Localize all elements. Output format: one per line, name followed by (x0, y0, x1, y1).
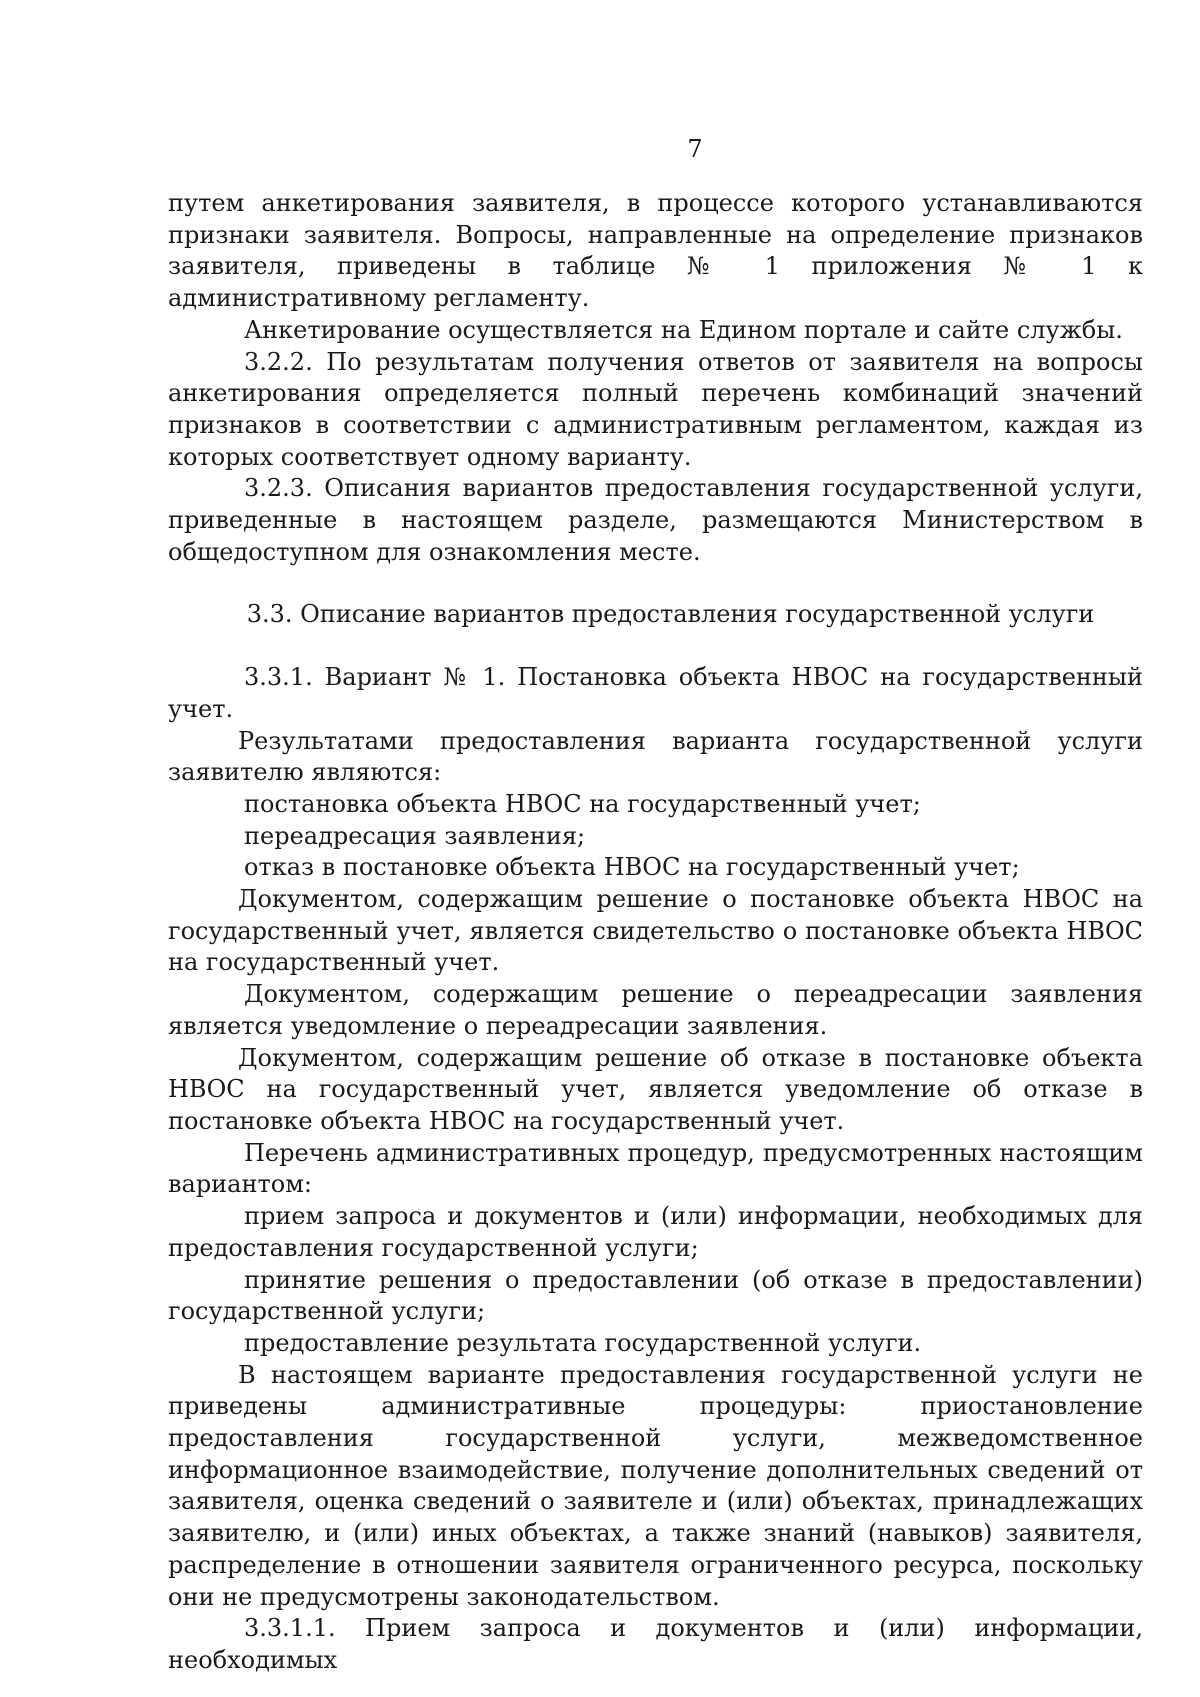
paragraph-3-2-2: 3.2.2. По результатам получения ответов от заявителя на вопросы анкетирования определяется полный перечень комбинаций значений признаков в соответствии с административным регламентом, каждая из которых соответствует одному варианту. (168, 347, 1143, 471)
list-item-procedure-decision: принятие решения о предоставлении (об отказе в предоставлении) государственной услуги; (168, 1265, 1143, 1326)
paragraph-questionnaire-portal: Анкетирование осуществляется на Едином портале и сайте службы. (244, 315, 1123, 344)
paragraph-document-readdress: Документом, содержащим решение о переадресации заявления является уведомление о переадресации заявления. (168, 980, 1143, 1040)
paragraph-3-2-3: 3.2.3. Описания вариантов предоставления государственной услуги, приведенные в настоящем разделе, размещаются Министерством в общедоступном для ознакомления месте. (168, 474, 1143, 566)
paragraph-3-3-1-1: 3.3.1.1. Прием запроса и документов и (или) информации, необходимых (168, 1614, 1143, 1674)
paragraph-3-3-1: 3.3.1. Вариант № 1. Постановка объекта НВОС на государственный учет. (168, 663, 1143, 723)
list-item-procedure-intake: прием запроса и документов и (или) информации, необходимых для предоставления государственной услуги; (168, 1202, 1143, 1262)
page-number: 7 (687, 135, 703, 163)
list-item-procedure-result: предоставление результата государственной услуги. (244, 1328, 922, 1357)
section-heading-3-3: 3.3. Описание вариантов предоставления государственной услуги (246, 600, 1095, 629)
paragraph-procedures-intro: Перечень административных процедур, предусмотренных настоящим вариантом: (168, 1138, 1143, 1199)
paragraph-questionnaire-continuation: путем анкетирования заявителя, в процессе которого устанавливаются признаки заявителя. Вопросы, направленные на определение признаков заявителя, приведены в таблице № 1 приложения № 1 к административному регламенту. (168, 189, 1143, 313)
document-body (168, 188, 1143, 1677)
paragraph-document-refusal: Документом, содержащим решение об отказе в постановке объекта НВОС на государственный учет, является уведомление об отказе в постановке объекта НВОС на государственный учет. (168, 1043, 1143, 1135)
paragraph-document-registration: Документом, содержащим решение о постановке объекта НВОС на государственный учет, является свидетельство о постановке объекта НВОС на государственный учет. (168, 885, 1143, 977)
list-item-result-readdress: переадресация заявления; (244, 821, 586, 850)
list-item-result-refusal: отказ в постановке объекта НВОС на государственный учет; (244, 853, 1020, 882)
paragraph-excluded-procedures: В настоящем варианте предоставления государственной услуги не приведены административные процедуры: приостановление предоставления государственной услуги, межведомственное информационное взаимодействие, получение дополнительных сведений от заявителя, оценка сведений о заявителе и (или) объектах, принадлежащих заявителю, и (или) иных объектах, а также знаний (навыков) заявителя, распределение в отношении заявителя ограниченного ресурса, поскольку они не предусмотрены законодательством. (168, 1360, 1143, 1611)
paragraph-results-intro: Результатами предоставления варианта государственной услуги заявителю являются: (168, 726, 1143, 787)
list-item-result-registration: постановка объекта НВОС на государственный учет; (244, 789, 921, 818)
